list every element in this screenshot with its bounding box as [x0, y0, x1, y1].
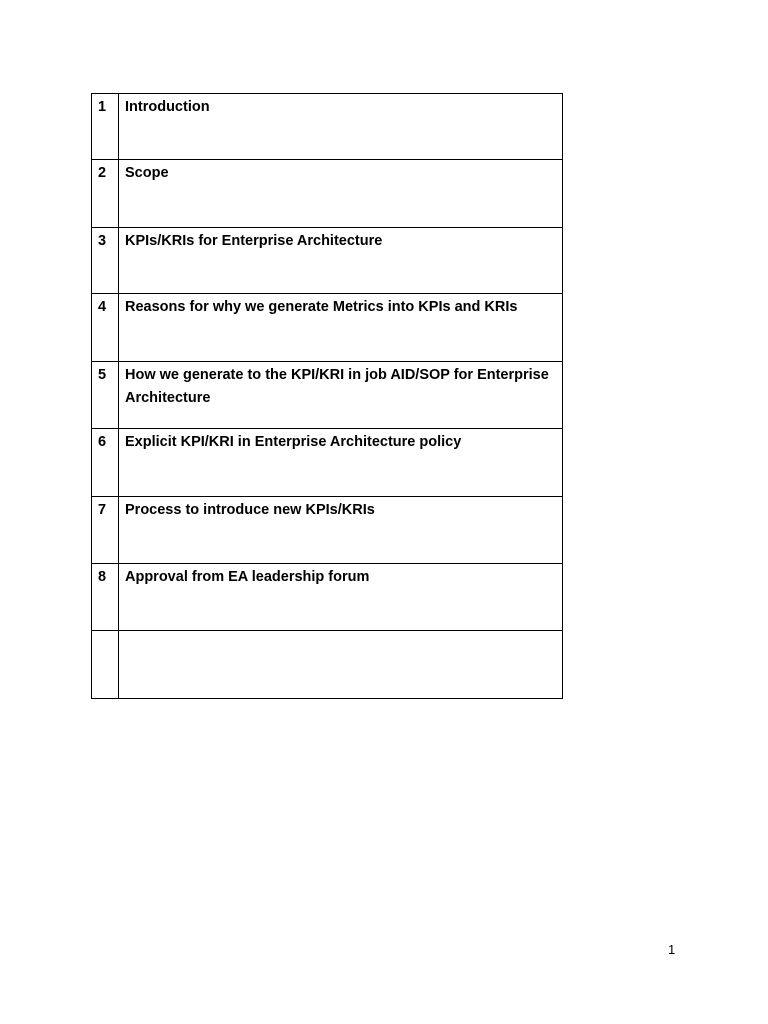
row-title: Process to introduce new KPIs/KRIs — [125, 502, 375, 518]
row-number: 1 — [98, 99, 107, 115]
row-title-cell — [119, 362, 563, 429]
row-title: How we generate to the KPI/KRI in job AID/SOP for Enterprise Architecture — [125, 367, 549, 406]
row-title: Scope — [125, 165, 169, 181]
row-title-cell — [119, 294, 563, 362]
row-title-cell — [119, 429, 563, 497]
row-title: KPIs/KRIs for Enterprise Architecture — [125, 233, 383, 249]
row-title-cell — [119, 564, 563, 631]
row-title-cell — [119, 497, 563, 564]
row-title: Reasons for why we generate Metrics into KPIs and KRIs — [125, 299, 518, 315]
row-number-cell — [92, 631, 119, 699]
table-row — [92, 294, 563, 362]
table-of-contents — [91, 93, 563, 699]
row-number-cell — [92, 94, 119, 160]
row-number — [92, 631, 118, 633]
row-title-cell — [119, 94, 563, 160]
table-row — [92, 429, 563, 497]
row-title: Explicit KPI/KRI in Enterprise Architecture policy — [125, 434, 462, 450]
page-number: 1 — [668, 942, 676, 957]
row-title: Approval from EA leadership forum — [125, 569, 370, 585]
row-number: 5 — [98, 367, 107, 383]
row-number-cell — [92, 160, 119, 228]
row-title-cell — [119, 228, 563, 294]
row-number-cell — [92, 228, 119, 294]
row-number-cell — [92, 429, 119, 497]
row-title-cell — [119, 160, 563, 228]
row-number-cell — [92, 362, 119, 429]
row-number: 7 — [98, 502, 107, 518]
table-row — [92, 160, 563, 228]
row-number: 3 — [98, 233, 107, 249]
table-row — [92, 228, 563, 294]
row-title — [119, 631, 562, 633]
row-number: 4 — [98, 299, 107, 315]
row-title-cell — [119, 631, 563, 699]
row-title: Introduction — [125, 99, 210, 115]
row-number-cell — [92, 497, 119, 564]
row-number-cell — [92, 294, 119, 362]
table-row — [92, 631, 563, 699]
table-row — [92, 564, 563, 631]
table-row — [92, 362, 563, 429]
table-row — [92, 497, 563, 564]
row-number: 2 — [98, 165, 107, 181]
row-number-cell — [92, 564, 119, 631]
row-number: 6 — [98, 434, 107, 450]
table-row — [92, 94, 563, 160]
row-number: 8 — [98, 569, 107, 585]
